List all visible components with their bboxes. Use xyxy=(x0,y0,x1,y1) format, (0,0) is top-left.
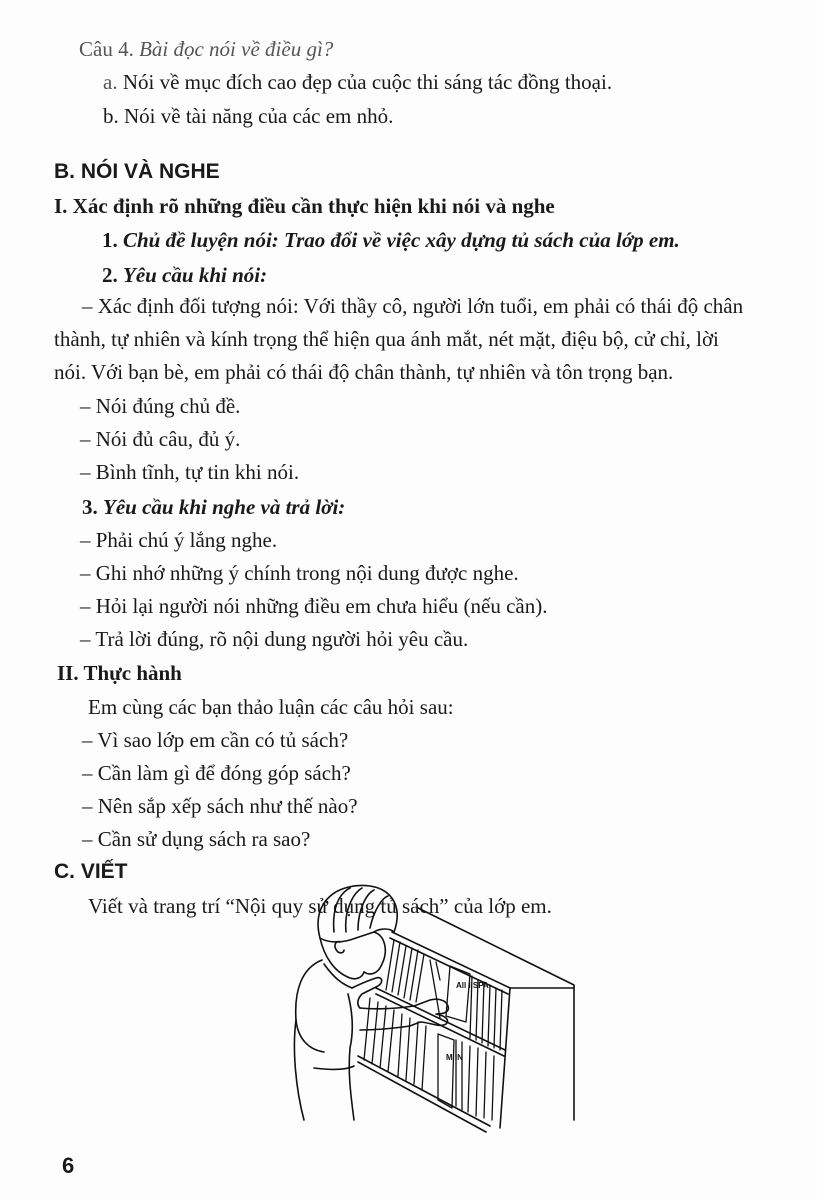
writing-task: Viết và trang trí “Nội quy sử dụng tủ sách” của lớp em. xyxy=(88,894,552,918)
speak-paragraph-line: thành, tự nhiên và kính trọng thể hiện qua ánh mắt, nét mặt, điệu bộ, cử chỉ, lời xyxy=(54,327,719,351)
discussion-question: – Cần sử dụng sách ra sao? xyxy=(82,827,311,851)
listen-bullet: – Hỏi lại người nói những điều em chưa hiểu (nếu cần). xyxy=(80,594,548,618)
question-4 xyxy=(79,36,333,62)
discussion-question: – Cần làm gì để đóng góp sách? xyxy=(82,761,351,785)
book-label: All I SPA xyxy=(456,981,489,990)
section-c-heading: C. VIẾT xyxy=(54,860,128,883)
discussion-question: – Vì sao lớp em cần có tủ sách? xyxy=(82,728,349,752)
book-label: M IN xyxy=(446,1053,463,1062)
listen-bullet: – Trả lời đúng, rõ nội dung người hỏi yêu cầu. xyxy=(80,627,469,651)
option-a xyxy=(103,69,612,95)
option-text: Nói về tài năng của các em nhỏ. xyxy=(124,104,394,128)
boy-bookshelf-illustration xyxy=(290,880,590,1160)
listen-bullet: – Phải chú ý lắng nghe. xyxy=(80,528,278,552)
item-2 xyxy=(102,262,267,288)
discussion-question: – Nên sắp xếp sách như thế nào? xyxy=(82,794,358,818)
listen-bullet: – Ghi nhớ những ý chính trong nội dung được nghe. xyxy=(80,561,519,585)
part2-heading: II. Thực hành xyxy=(57,661,182,685)
question-label: Câu 4. xyxy=(79,37,134,61)
option-text: Nói về mục đích cao đẹp của cuộc thi sáng tác đồng thoại. xyxy=(122,70,613,94)
question-text: Bài đọc nói về điều gì? xyxy=(139,37,334,61)
item-number: 1. xyxy=(102,228,118,252)
item-3 xyxy=(82,494,345,520)
speak-bullet: – Nói đúng chủ đề. xyxy=(80,394,241,418)
speak-paragraph-line: – Xác định đối tượng nói: Với thầy cô, người lớn tuổi, em phải có thái độ chân xyxy=(82,294,744,318)
option-letter: a. xyxy=(103,70,118,94)
option-b xyxy=(103,103,393,129)
item-text: Chủ đề luyện nói: Trao đổi về việc xây dựng tủ sách của lớp em. xyxy=(123,228,680,252)
speak-paragraph-line: nói. Với bạn bè, em phải có thái độ chân thành, tự nhiên và tôn trọng bạn. xyxy=(54,360,674,384)
speak-bullet: – Bình tĩnh, tự tin khi nói. xyxy=(80,460,300,484)
item-text: Yêu cầu khi nghe và trả lời: xyxy=(103,495,346,519)
part2-intro: Em cùng các bạn thảo luận các câu hỏi sau: xyxy=(88,695,454,719)
speak-bullet: – Nói đủ câu, đủ ý. xyxy=(80,427,241,451)
item-number: 2. xyxy=(102,263,118,287)
item-number: 3. xyxy=(82,495,98,519)
page-number: 6 xyxy=(62,1153,75,1178)
option-letter: b. xyxy=(103,104,119,128)
item-text: Yêu cầu khi nói: xyxy=(123,263,268,287)
part1-heading: I. Xác định rõ những điều cần thực hiện khi nói và nghe xyxy=(54,194,555,218)
section-b-heading: B. NÓI VÀ NGHE xyxy=(54,160,220,183)
item-1 xyxy=(102,227,680,253)
boy-figure xyxy=(294,885,448,1120)
